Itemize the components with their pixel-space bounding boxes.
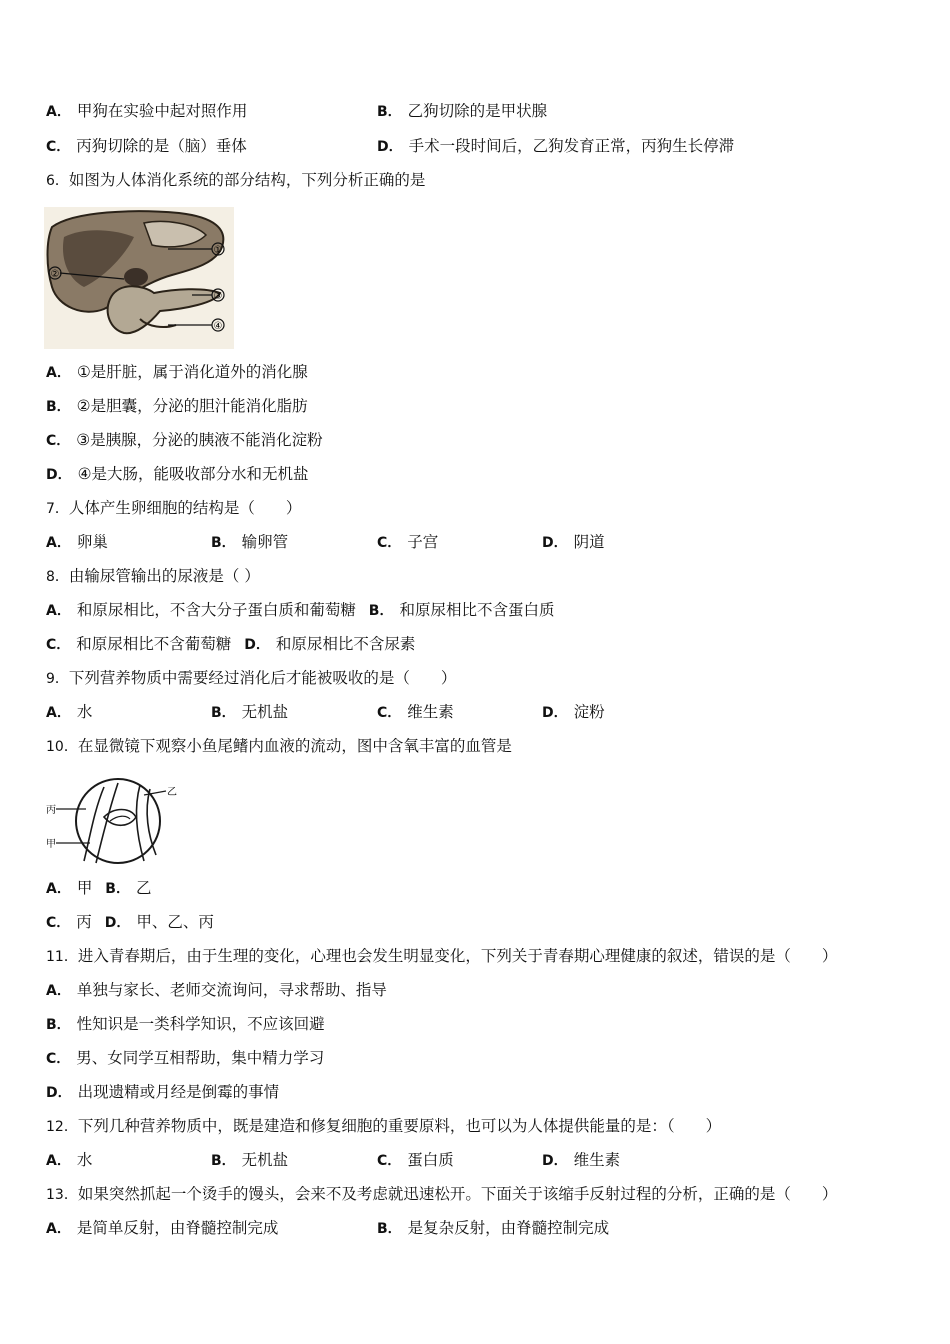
option-label: B． <box>211 705 236 721</box>
option-label: D． <box>46 467 72 483</box>
question-text: 如图为人体消化系统的部分结构，下列分析正确的是 <box>68 171 426 189</box>
option-text: 子宫 <box>407 533 439 551</box>
q11-option-d <box>46 1082 279 1103</box>
question-number: 9． <box>46 671 69 687</box>
option-label: B． <box>211 1153 236 1169</box>
option-label: C． <box>46 433 71 449</box>
option-label: B． <box>377 104 402 120</box>
figure-label-4: ④ <box>213 321 223 332</box>
question-number: 8． <box>46 569 69 585</box>
option-text: 和原尿相比不含尿素 <box>275 635 416 653</box>
figure-label-3: ③ <box>213 291 223 302</box>
q7-stem <box>46 498 301 519</box>
option-text: ①是肝脏，属于消化道外的消化腺 <box>76 363 308 381</box>
q9-option-a <box>46 702 92 723</box>
option-text: 水 <box>76 1151 93 1169</box>
q10-options-row-2 <box>46 912 214 933</box>
question-text: 由输尿管输出的尿液是（ ） <box>68 567 260 585</box>
option-text: 输卵管 <box>241 533 289 551</box>
q5-option-c <box>46 136 247 157</box>
option-label: A． <box>46 365 71 381</box>
q12-option-b <box>211 1150 288 1171</box>
option-text: 无机盐 <box>241 1151 289 1169</box>
q12-stem <box>46 1116 721 1137</box>
option-text: 阴道 <box>573 533 605 551</box>
option-text: ③是胰腺，分泌的胰液不能消化淀粉 <box>76 431 323 449</box>
option-text: 淀粉 <box>573 703 605 721</box>
q5-option-b <box>377 101 547 122</box>
option-text: 维生素 <box>573 1151 621 1169</box>
q5-option-a <box>46 101 247 122</box>
question-text: 在显微镜下观察小鱼尾鳍内血液的流动，图中含氧丰富的血管是 <box>77 737 512 755</box>
option-label: D． <box>46 1085 72 1101</box>
figure-label-jia: 甲 <box>46 839 56 850</box>
option-label: C． <box>46 915 71 931</box>
q13-stem <box>46 1184 837 1205</box>
option-label: D． <box>542 705 568 721</box>
q12-option-d <box>542 1150 620 1171</box>
option-label: A． <box>46 535 71 551</box>
q9-option-b <box>211 702 288 723</box>
option-label: A． <box>46 1153 71 1169</box>
option-text: 丙狗切除的是（脑）垂体 <box>76 137 247 155</box>
question-text: 人体产生卵细胞的结构是（ ） <box>68 499 302 517</box>
option-label: A． <box>46 1221 71 1237</box>
question-number: 13． <box>46 1187 78 1203</box>
question-number: 7． <box>46 501 69 517</box>
q11-option-a <box>46 980 387 1001</box>
option-label: C． <box>46 1051 71 1067</box>
q6-option-c <box>46 430 323 451</box>
option-text: 和原尿相比不含蛋白质 <box>399 601 555 619</box>
option-label: A． <box>46 881 71 897</box>
option-text: 丙 <box>76 913 92 931</box>
option-label: A． <box>46 104 71 120</box>
q11-option-b <box>46 1014 325 1035</box>
q9-option-c <box>377 702 454 723</box>
q6-option-a <box>46 362 308 383</box>
option-label: C． <box>377 1153 402 1169</box>
q6-option-b <box>46 396 308 417</box>
option-label: D． <box>104 915 131 931</box>
q7-option-d <box>542 532 605 553</box>
question-number: 12． <box>46 1119 78 1135</box>
option-text: 甲狗在实验中起对照作用 <box>76 102 248 120</box>
option-text: 甲 <box>76 879 93 897</box>
figure-label-1: ① <box>213 245 223 256</box>
q13-option-a <box>46 1218 278 1239</box>
option-label: B． <box>46 1017 71 1033</box>
option-text: 和原尿相比，不含大分子蛋白质和葡萄糖 <box>76 601 356 619</box>
question-text: 如果突然抓起一个烫手的馒头，会来不及考虑就迅速松开。下面关于该缩手反射过程的分析，正确的是（ ） <box>77 1185 838 1203</box>
option-text: 水 <box>76 703 93 721</box>
option-label: C． <box>46 637 71 653</box>
q11-stem <box>46 946 837 967</box>
option-text: 男、女同学互相帮助，集中精力学习 <box>76 1049 325 1067</box>
q9-option-d <box>542 702 605 723</box>
option-text: ②是胆囊，分泌的胆汁能消化脂肪 <box>76 397 308 415</box>
option-label: D． <box>542 1153 568 1169</box>
option-label: D． <box>244 637 270 653</box>
question-number: 6． <box>46 173 69 189</box>
q9-stem <box>46 668 456 689</box>
q5-option-d <box>377 136 734 157</box>
option-text: 甲、乙、丙 <box>136 913 214 931</box>
q12-option-c <box>377 1150 454 1171</box>
question-number: 11． <box>46 949 78 965</box>
option-label: C． <box>46 139 71 155</box>
option-text: 性知识是一类科学知识，不应该回避 <box>76 1015 325 1033</box>
figure-label-2: ② <box>50 269 60 280</box>
option-text: 手术一段时间后，乙狗发育正常，丙狗生长停滞 <box>408 137 735 155</box>
gallbladder-shape <box>124 268 148 286</box>
question-number: 10． <box>46 739 78 755</box>
option-label: B． <box>377 1221 402 1237</box>
q7-option-a <box>46 532 108 553</box>
option-label: B． <box>211 535 236 551</box>
option-label: B． <box>368 603 394 619</box>
option-text: 单独与家长、老师交流询问，寻求帮助、指导 <box>76 981 387 999</box>
option-label: C． <box>377 535 402 551</box>
q10-options-row-1 <box>46 878 151 899</box>
option-label: B． <box>46 399 71 415</box>
vessel-line-c <box>137 785 144 861</box>
option-text: 无机盐 <box>241 703 289 721</box>
figure-label-bing: 丙 <box>46 805 56 816</box>
fish-tail-blood-vessel-figure <box>44 777 178 867</box>
q7-option-c <box>377 532 438 553</box>
option-text: 乙狗切除的是甲状腺 <box>407 102 548 120</box>
option-text: 出现遗精或月经是倒霉的事情 <box>77 1083 280 1101</box>
option-label: D． <box>542 535 568 551</box>
figure-label-yi: 乙 <box>167 787 177 798</box>
option-label: C． <box>377 705 402 721</box>
digestive-system-figure <box>44 207 234 349</box>
option-text: 乙 <box>135 879 152 897</box>
option-label: A． <box>46 603 71 619</box>
option-text: ④是大肠，能吸收部分水和无机盐 <box>77 465 309 483</box>
q12-option-a <box>46 1150 92 1171</box>
q6-option-d <box>46 464 309 485</box>
option-label: D． <box>377 139 403 155</box>
q6-stem <box>46 170 425 191</box>
question-text: 下列几种营养物质中，既是建造和修复细胞的重要原料，也可以为人体提供能量的是：（ ） <box>77 1117 722 1135</box>
option-label: A． <box>46 705 71 721</box>
q7-option-b <box>211 532 288 553</box>
q10-stem <box>46 736 512 757</box>
option-text: 维生素 <box>407 703 454 721</box>
question-text: 进入青春期后，由于生理的变化，心理也会发生明显变化，下列关于青春期心理健康的叙述，错误的是（ ） <box>77 947 838 965</box>
q8-options-row-1 <box>46 600 554 621</box>
q8-options-row-2 <box>46 634 415 655</box>
option-label: A． <box>46 983 71 999</box>
question-text: 下列营养物质中需要经过消化后才能被吸收的是（ ） <box>68 669 457 687</box>
option-text: 是复杂反射，由脊髓控制完成 <box>407 1219 610 1237</box>
vessel-line-a <box>84 787 104 861</box>
q11-option-c <box>46 1048 324 1069</box>
capillary-inner <box>110 816 130 821</box>
option-text: 蛋白质 <box>407 1151 454 1169</box>
q13-option-b <box>377 1218 609 1239</box>
option-text: 是简单反射，由脊髓控制完成 <box>76 1219 279 1237</box>
option-text: 卵巢 <box>76 533 108 551</box>
option-text: 和原尿相比不含葡萄糖 <box>76 635 232 653</box>
vessel-line-b <box>96 783 118 863</box>
option-label: B． <box>105 881 130 897</box>
q8-stem <box>46 566 260 587</box>
